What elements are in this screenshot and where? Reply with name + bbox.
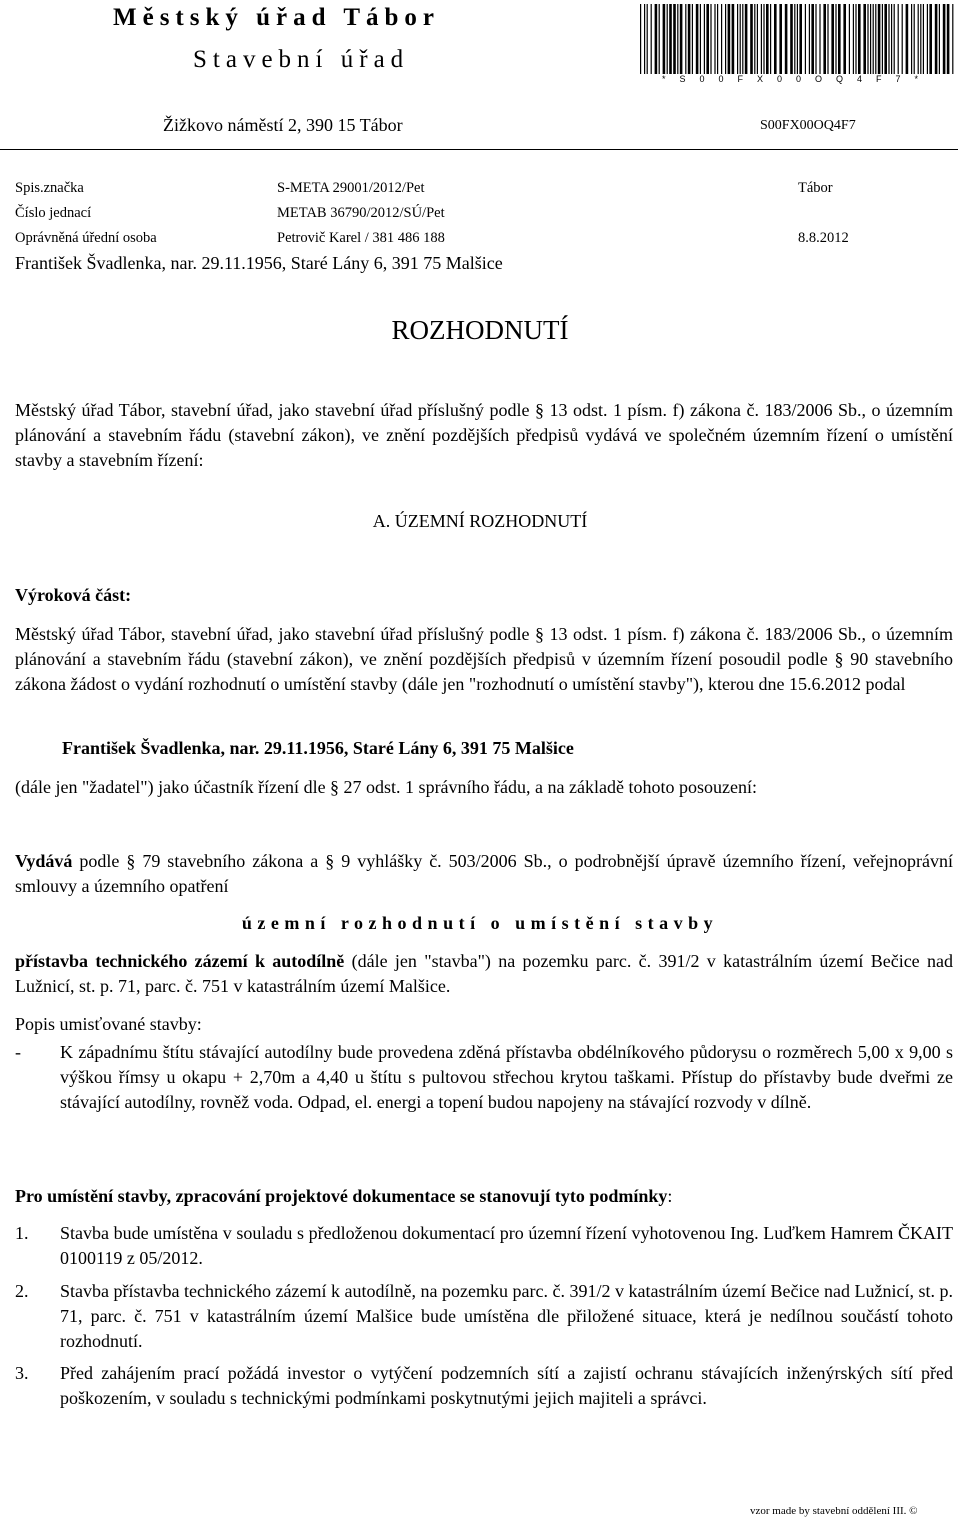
- barcode-bar: [853, 4, 854, 74]
- barcode-bar: [811, 4, 814, 74]
- barcode-bar: [685, 4, 686, 74]
- barcode-bar: [894, 4, 895, 74]
- building-text: (dále jen "stavba") na pozemku parc. č. 391/2 v katastrálním území Bečice nad Lužnicí, st. p. 71, parc. č. 751 v katastrálním území Malšice.: [15, 951, 953, 996]
- intro-paragraph: Městský úřad Tábor, stavební úřad, jako stavební úřad příslušný podle § 13 odst. 1 písm. f) zákona č. 183/2006 Sb., o územním plánování a stavebním řádu (stavební zákon), ve znění pozdějších předpisů vydává ve společném územním řízení o umístění stavby a stavebním řízení:: [15, 400, 953, 470]
- barcode-bar: [815, 4, 816, 74]
- barcode-bar: [823, 4, 826, 74]
- condition-text: Před zahájením prací požádá investor o vytýčení podzemních sítí a zajistí ochranu stávajících inženýrských sítí před poškozením, v souladu s technickými podmínkami poskytnutými jejich majiteli a správci.: [60, 1363, 953, 1408]
- barcode-bar: [805, 4, 806, 74]
- barcode-bar: [761, 4, 762, 74]
- barcode-bar: [667, 4, 668, 74]
- barcode-bar: [770, 4, 771, 74]
- barcode-bar: [680, 4, 683, 74]
- condition-item: [15, 1279, 953, 1354]
- condition-text: Stavba přístavba technického zázemí k autodílně, na pozemku parc. č. 391/2 v katastrálním území Bečice nad Lužnicí, st. p. 71, parc. č. 751 v katastrálním území Malšice bude umístěna dle přiložené situace, která je nedílnou součástí tohoto rozhodnutí.: [60, 1281, 953, 1351]
- recipient-address: František Švadlenka, nar. 29.11.1956, Staré Lány 6, 391 75 Malšice: [15, 253, 503, 273]
- barcode-bar: [947, 4, 950, 74]
- barcode-bar: [706, 4, 709, 74]
- barcode-bar: [911, 4, 912, 74]
- barcode-bar: [875, 4, 876, 74]
- barcode-bar: [757, 4, 758, 74]
- reference-date: 8.8.2012: [798, 230, 849, 246]
- verdict-heading: Výroková část:: [15, 585, 132, 605]
- document-barcode-id: S00FX00OQ4F7: [760, 118, 856, 133]
- barcode-bar: [754, 4, 755, 74]
- barcode-bar: [651, 4, 652, 74]
- list-marker: 1.: [15, 1223, 29, 1243]
- barcode-bar: [873, 4, 874, 74]
- barcode-bar: [835, 4, 836, 74]
- barcode-bar: [774, 4, 777, 74]
- barcode-bar: [891, 4, 892, 74]
- barcode-bar: [766, 4, 769, 74]
- barcode-bar: [688, 4, 691, 74]
- barcode-bar: [728, 4, 731, 74]
- conditions-title: Pro umístění stavby, zpracování projektové dokumentace se stanovují tyto podmínky: [15, 1186, 668, 1206]
- barcode-bar: [710, 4, 711, 74]
- applicant-line: František Švadlenka, nar. 29.11.1956, Staré Lány 6, 391 75 Malšice: [62, 738, 574, 758]
- reference-label: Oprávněná úřední osoba: [15, 230, 157, 246]
- barcode-bar: [737, 4, 738, 74]
- conditions-colon: :: [667, 1186, 673, 1206]
- barcode-bar: [732, 4, 735, 74]
- barcode-bar: [882, 4, 883, 74]
- description-item: [15, 1040, 953, 1115]
- barcode-bar: [855, 4, 856, 74]
- barcode-bar: [673, 4, 676, 74]
- barcode-bar: [952, 4, 953, 74]
- header-divider: [0, 149, 958, 150]
- building-paragraph: [15, 949, 953, 999]
- reference-value: METAB 36790/2012/SÚ/Pet: [277, 205, 445, 221]
- reference-value: Petrovič Karel / 381 486 188: [277, 230, 445, 246]
- issues-paragraph: [15, 849, 953, 899]
- barcode-bar: [750, 4, 753, 74]
- barcode-bar: [669, 4, 672, 74]
- barcode-bar: [827, 4, 828, 74]
- barcode-bar: [929, 4, 932, 74]
- barcode-bar: [714, 4, 715, 74]
- conditions-heading: [15, 1184, 953, 1209]
- barcode-bar: [725, 4, 726, 74]
- reference-place: Tábor: [798, 180, 833, 196]
- barcode-bar: [644, 4, 645, 74]
- barcode-bar: [923, 4, 924, 74]
- issues-text: podle § 79 stavebního zákona a § 9 vyhlášky č. 503/2006 Sb., o podrobnější úpravě územního řízení, veřejnoprávní smlouvy a územního opatření: [15, 851, 953, 896]
- barcode-bar: [878, 4, 881, 74]
- barcode-bar: [914, 4, 915, 74]
- office-address: Žižkovo náměstí 2, 390 15 Tábor: [163, 115, 403, 135]
- barcode-bar: [858, 4, 861, 74]
- barcode-bar: [867, 4, 868, 74]
- barcode-bar: [927, 4, 928, 74]
- barcode-bar: [838, 4, 841, 74]
- barcode-bar: [870, 4, 871, 74]
- condition-item: [15, 1221, 953, 1271]
- barcode-bar: [659, 4, 660, 74]
- reference-value: S-META 29001/2012/Pet: [277, 180, 425, 196]
- barcode-bar: [696, 4, 699, 74]
- description-heading: Popis umisťované stavby:: [15, 1014, 202, 1034]
- barcode-bar: [790, 4, 793, 74]
- barcode-bar: [640, 4, 641, 74]
- barcode-bar: [785, 4, 788, 74]
- barcode-bar: [779, 4, 782, 74]
- barcode-bar: [799, 4, 802, 74]
- barcode-bar: [819, 4, 820, 74]
- barcode-bar: [740, 4, 741, 74]
- verdict-paragraph: Městský úřad Tábor, stavební úřad, jako stavební úřad příslušný podle § 13 odst. 1 písm. f) zákona č. 183/2006 Sb., o územním plánování a stavebním řádu (stavební zákon), ve znění pozdějších předpisů v územním řízení posoudil podle § 90 stavebního zákona žádost o vydání rozhodnutí o umístění stavby (dále jen "rozhodnutí o umístění stavby"), kterou dne 15.6.2012 podal: [15, 624, 953, 694]
- barcode-bar: [831, 4, 834, 74]
- reference-label: Spis.značka: [15, 180, 84, 196]
- barcode-bar: [717, 4, 718, 74]
- description-text: K západnímu štítu stávající autodílny bude provedena zděná přístavba obdélníkového půdorysu o rozměrech 5,00 x 9,00 s výškou římsy u okapu + 2,70m a 4,40 u štítu s pultovou střechou krytou taškami. Přístup do přístavby bude dveřmi ze stávající autodílny, rovněž voda. Odpad, el. energi a topení budou napojeny na stávající rozvody v dílně.: [60, 1042, 953, 1112]
- barcode-bar: [794, 4, 795, 74]
- list-marker: 2.: [15, 1281, 29, 1301]
- footer-note: vzor made by stavební oddělení III. ©: [750, 1505, 918, 1517]
- section-title: A. ÚZEMNÍ ROZHODNUTÍ: [372, 511, 588, 531]
- list-marker: 3.: [15, 1363, 29, 1383]
- barcode-bar: [797, 4, 798, 74]
- barcode-image: [638, 4, 956, 74]
- barcode-bar: [677, 4, 678, 74]
- barcode-bar: [849, 4, 850, 74]
- barcode-bar: [898, 4, 899, 74]
- building-name: přístavba technického zázemí k autodílně: [15, 951, 345, 971]
- barcode-bar: [863, 4, 866, 74]
- list-marker: -: [15, 1042, 21, 1062]
- participant-note: (dále jen "žadatel") jako účastník řízení dle § 27 odst. 1 správního řádu, a na základě tohoto posouzení:: [15, 777, 757, 797]
- office-subtitle: Stavební úřad: [193, 46, 410, 73]
- barcode-bar: [721, 4, 722, 74]
- barcode-bar: [906, 4, 909, 74]
- decision-title: ROZHODNUTÍ: [391, 315, 569, 345]
- condition-item: [15, 1361, 953, 1411]
- barcode-bar: [809, 4, 810, 74]
- barcode-bar: [745, 4, 748, 74]
- barcode-bar: [918, 4, 919, 74]
- condition-text: Stavba bude umístěna v souladu s předloženou dokumentací pro územní řízení vyhotovenou Ing. Luďkem Hamrem ČKAIT 0100119 z 05/2012.: [60, 1223, 953, 1268]
- barcode-bar: [655, 4, 658, 74]
- barcode-caption: *S00FX00OQ4F7*: [661, 74, 933, 84]
- barcode-bar: [943, 4, 946, 74]
- barcode-bar: [902, 4, 903, 74]
- barcode-bar: [763, 4, 764, 74]
- barcode-bar: [663, 4, 666, 74]
- barcode-bar: [843, 4, 846, 74]
- barcode-bar: [935, 4, 938, 74]
- barcode-bar: [884, 4, 887, 74]
- barcode-bar: [647, 4, 648, 74]
- barcode-bar: [888, 4, 889, 74]
- issues-verb: Vydává: [15, 851, 73, 871]
- office-title: Městský úřad Tábor: [113, 4, 441, 31]
- barcode-bar: [692, 4, 693, 74]
- barcode-bar: [704, 4, 705, 74]
- barcode-bar: [920, 4, 921, 74]
- barcode-bar: [939, 4, 940, 74]
- barcode-bar: [742, 4, 743, 74]
- spaced-decision-title: územní rozhodnutí o umístění stavby: [241, 913, 719, 933]
- reference-label: Číslo jednací: [15, 205, 92, 221]
- barcode-bar: [700, 4, 701, 74]
